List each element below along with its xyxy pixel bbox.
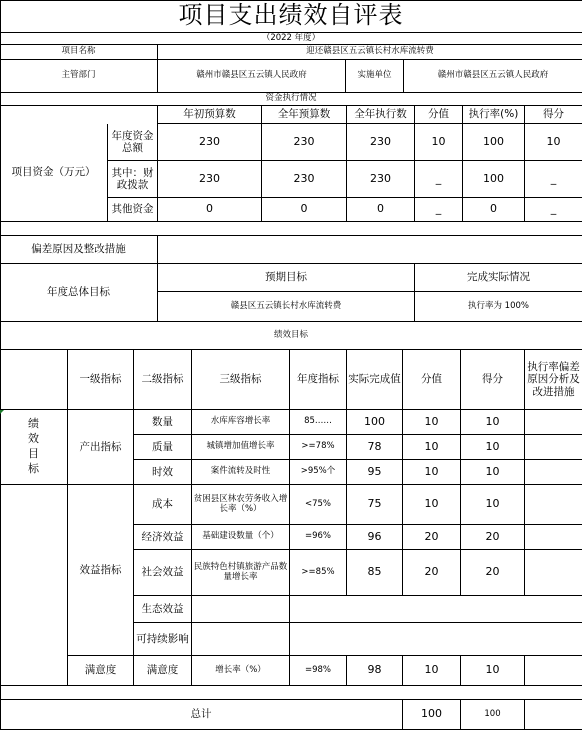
score-value-cell: 10 xyxy=(403,485,461,525)
annual-goal-label: 年度总体目标 xyxy=(0,264,158,322)
fund-cell: 230 xyxy=(262,161,347,198)
deviation-cell xyxy=(525,485,582,525)
fund-cell: 230 xyxy=(158,124,262,161)
spacer-row xyxy=(0,686,582,700)
page-title: 项目支出绩效自评表 xyxy=(0,0,582,33)
l3-cell xyxy=(192,596,290,623)
l3-cell: 增长率（%） xyxy=(192,656,290,686)
deviation-cell xyxy=(525,656,582,686)
deviation-cell xyxy=(525,525,582,550)
goal-expected-header: 预期目标 xyxy=(158,264,415,292)
fund-header-executed: 全年执行数 xyxy=(347,106,415,124)
fund-cell: 230 xyxy=(262,124,347,161)
target-cell: >=78% xyxy=(290,435,347,460)
perf-side-blank xyxy=(0,485,68,686)
l3-cell: 贫困县区林农劳务收入增长率（%） xyxy=(192,485,290,525)
fund-header-blank xyxy=(0,106,158,124)
fund-cell: _ xyxy=(415,198,463,222)
target-cell: <75% xyxy=(290,485,347,525)
l2-cell: 数量 xyxy=(134,410,192,435)
actual-cell: 96 xyxy=(347,525,403,550)
target-cell: >=85% xyxy=(290,550,347,596)
fund-row-label: 其他资金 xyxy=(108,198,158,222)
perf-header-l2: 二级指标 xyxy=(134,350,192,410)
l3-cell: 水库库容增长率 xyxy=(192,410,290,435)
score-cell: 10 xyxy=(461,435,525,460)
fund-cell: _ xyxy=(525,161,582,198)
l2-cell: 满意度 xyxy=(134,656,192,686)
fund-label: 项目资金（万元） xyxy=(0,124,108,222)
perf-side-label xyxy=(0,410,68,485)
fund-cell: 0 xyxy=(158,198,262,222)
deviation-cell xyxy=(525,460,582,485)
l2-cell: 可持续影响 xyxy=(134,623,192,656)
perf-header-score: 得分 xyxy=(461,350,525,410)
department-value: 赣州市赣县区五云镇人民政府 xyxy=(158,60,346,93)
fund-header-score-value: 分值 xyxy=(415,106,463,124)
fund-header-initial: 年初预算数 xyxy=(158,106,262,124)
score-cell: 10 xyxy=(461,460,525,485)
fund-cell: 100 xyxy=(463,161,525,198)
implementing-unit-value: 赣州市赣县区五云镇人民政府 xyxy=(404,60,582,93)
perf-header-score-value: 分值 xyxy=(403,350,461,410)
department-label: 主管部门 xyxy=(0,60,158,93)
perf-header-blank xyxy=(0,350,68,410)
fund-cell: 230 xyxy=(347,161,415,198)
l3-cell: 基础建设数量（个） xyxy=(192,525,290,550)
l2-cell: 生态效益 xyxy=(134,596,192,623)
perf-side-text: 绩效目标 xyxy=(28,417,39,475)
actual-cell: 78 xyxy=(347,435,403,460)
l2-cell: 成本 xyxy=(134,485,192,525)
perf-section-header: 绩效目标 xyxy=(0,322,582,350)
perf-header-l1: 一级指标 xyxy=(68,350,134,410)
fund-cell: 0 xyxy=(262,198,347,222)
score-value-cell: 20 xyxy=(403,550,461,596)
fund-cell: _ xyxy=(525,198,582,222)
actual-cell: 75 xyxy=(347,485,403,525)
fund-cell: 230 xyxy=(158,161,262,198)
year-label: （2022 年度） xyxy=(0,33,582,45)
l2-cell: 质量 xyxy=(134,435,192,460)
total-score: 100 xyxy=(461,700,525,730)
output-indicator-label: 产出指标 xyxy=(68,410,134,485)
actual-cell: 98 xyxy=(347,656,403,686)
fund-cell: 230 xyxy=(347,124,415,161)
goal-actual-header: 完成实际情况 xyxy=(415,264,582,292)
score-value-cell: 10 xyxy=(403,656,461,686)
project-name: 迎还赣县区五云镇长村水库流转费 xyxy=(158,45,582,60)
l3-cell: 案件流转及时性 xyxy=(192,460,290,485)
deviation-cell xyxy=(525,435,582,460)
l2-cell: 时效 xyxy=(134,460,192,485)
l2-cell: 社会效益 xyxy=(134,550,192,596)
fund-header-annual: 全年预算数 xyxy=(262,106,347,124)
score-cell: 10 xyxy=(461,485,525,525)
deviation-value xyxy=(158,236,582,264)
fund-cell: 10 xyxy=(415,124,463,161)
deviation-cell xyxy=(525,550,582,596)
score-value-cell: 10 xyxy=(403,410,461,435)
perf-header-deviation: 执行率偏差原因分析及改进措施 xyxy=(525,350,582,410)
fund-row-label: 其中：财政拨款 xyxy=(108,161,158,198)
deviation-label: 偏差原因及整改措施 xyxy=(0,236,158,264)
target-cell: 85…… xyxy=(290,410,347,435)
score-value-cell: 10 xyxy=(403,435,461,460)
target-cell: >95%个 xyxy=(290,460,347,485)
benefit-indicator-label: 效益指标 xyxy=(68,485,134,656)
score-value-cell: 20 xyxy=(403,525,461,550)
fund-cell: 0 xyxy=(463,198,525,222)
deviation-cell xyxy=(525,410,582,435)
spacer-row xyxy=(0,222,582,236)
fund-header-score: 得分 xyxy=(525,106,582,124)
perf-header-target: 年度指标 xyxy=(290,350,347,410)
l3-cell: 城镇增加值增长率 xyxy=(192,435,290,460)
fund-cell: _ xyxy=(415,161,463,198)
fund-header-rate: 执行率(%) xyxy=(463,106,525,124)
score-cell: 10 xyxy=(461,656,525,686)
l2-cell: 经济效益 xyxy=(134,525,192,550)
score-value-cell: 10 xyxy=(403,460,461,485)
satisfaction-l1-label: 满意度 xyxy=(68,656,134,686)
fund-cell: 100 xyxy=(463,124,525,161)
empty-row-cells xyxy=(290,596,582,623)
actual-cell: 95 xyxy=(347,460,403,485)
goal-actual: 执行率为 100% xyxy=(415,292,582,322)
actual-cell: 100 xyxy=(347,410,403,435)
project-name-label: 项目名称 xyxy=(0,45,158,60)
perf-header-l3: 三级指标 xyxy=(192,350,290,410)
fund-cell: 10 xyxy=(525,124,582,161)
fund-cell: 0 xyxy=(347,198,415,222)
actual-cell: 85 xyxy=(347,550,403,596)
fund-row-label: 年度资金总额 xyxy=(108,124,158,161)
target-cell: =98% xyxy=(290,656,347,686)
fund-section-header: 资金执行情况 xyxy=(0,93,582,106)
score-cell: 20 xyxy=(461,550,525,596)
goal-expected: 赣县区五云镇长村水库流转费 xyxy=(158,292,415,322)
score-cell: 20 xyxy=(461,525,525,550)
empty-row-cells xyxy=(290,623,582,656)
total-deviation xyxy=(525,700,582,730)
total-label: 总计 xyxy=(0,700,403,730)
score-cell: 10 xyxy=(461,410,525,435)
l3-cell xyxy=(192,623,290,656)
total-value: 100 xyxy=(403,700,461,730)
implementing-unit-label: 实施单位 xyxy=(346,60,404,93)
perf-header-actual: 实际完成值 xyxy=(347,350,403,410)
target-cell: =96% xyxy=(290,525,347,550)
l3-cell: 民族特色村镇旅游产品数量增长率 xyxy=(192,550,290,596)
